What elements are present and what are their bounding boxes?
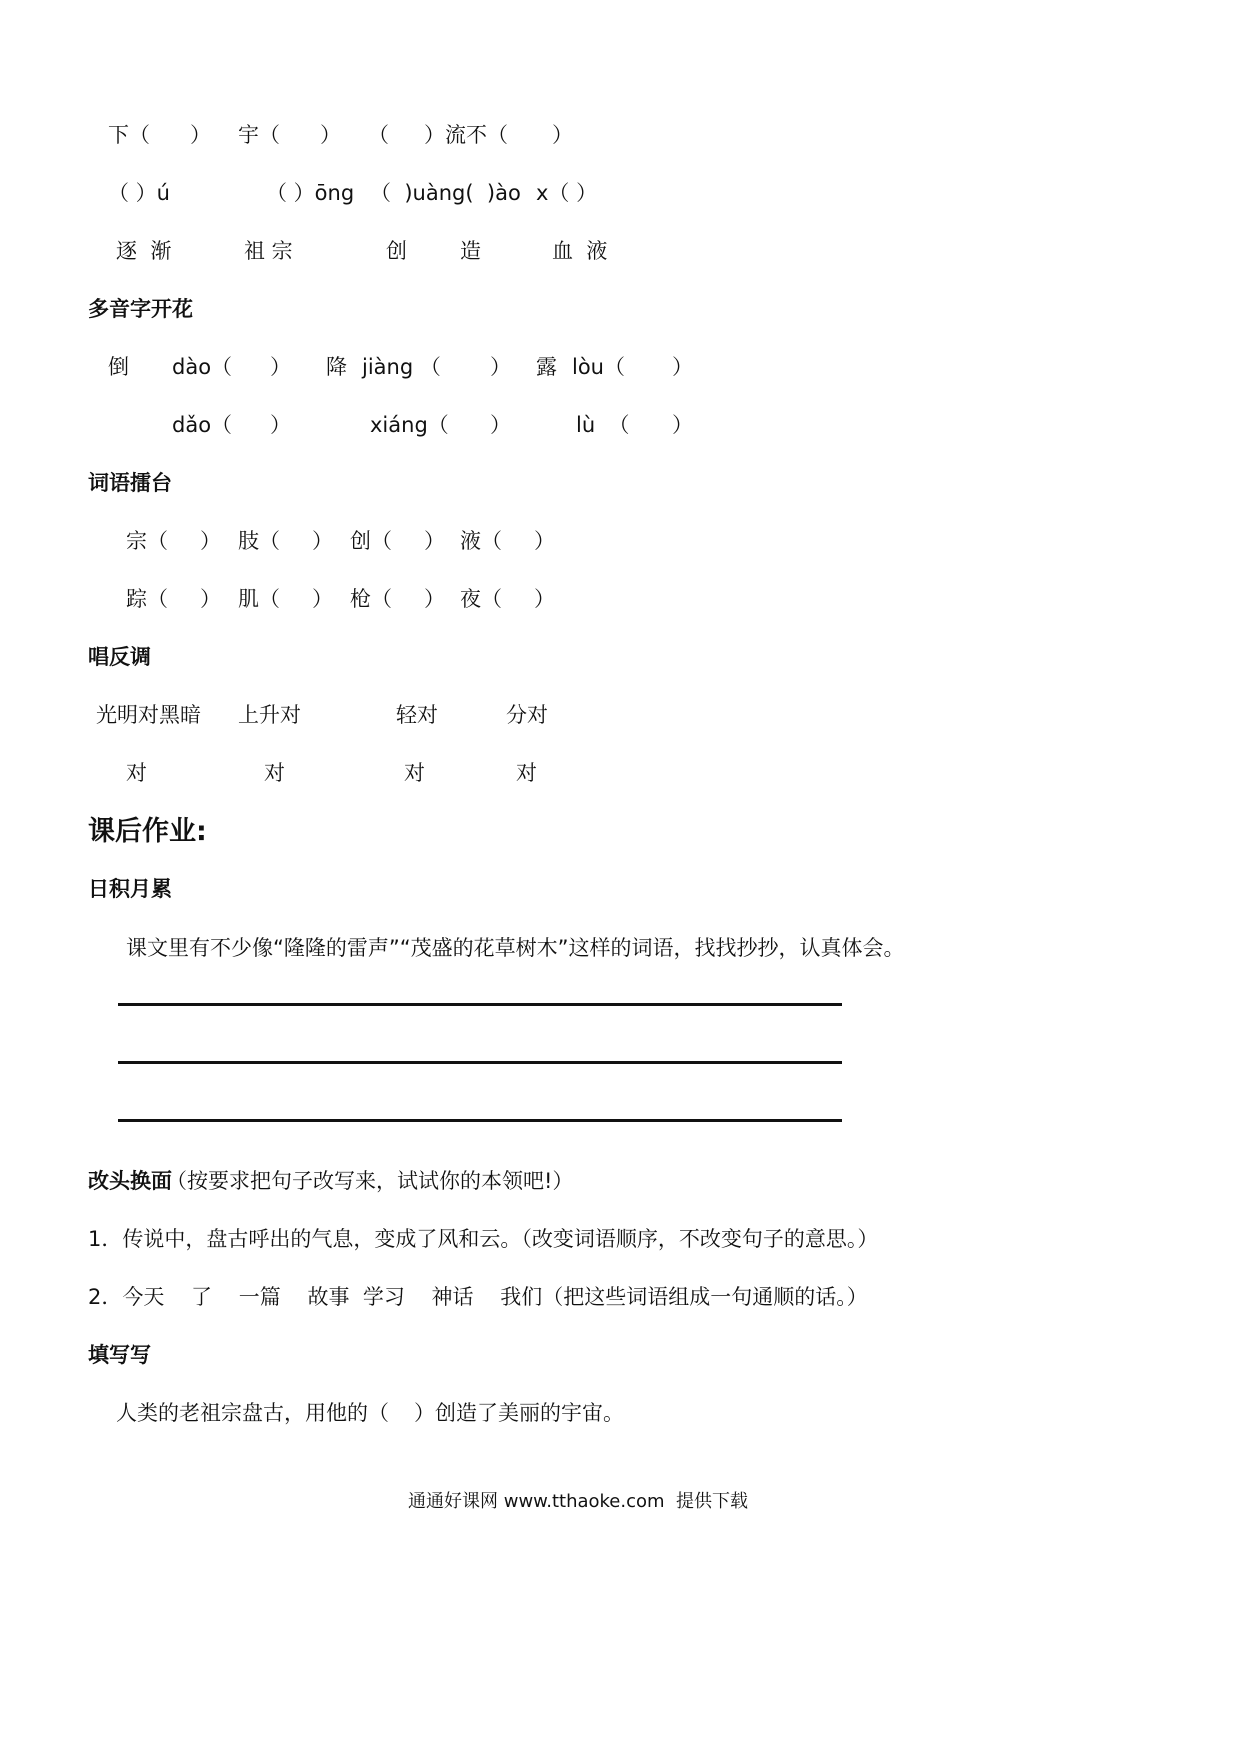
- poly-pinyin: dào（: [172, 355, 233, 379]
- antonym-pair: 分对: [506, 703, 548, 727]
- rewrite-item-1: 1．传说中，盘古呼出的气息，变成了风和云。（改变词语顺序，不改变句子的意思。）: [88, 1227, 879, 1251]
- poly-paren-close: ）: [490, 355, 511, 379]
- arena-paren-close: ）: [312, 587, 333, 611]
- section-heading-accumulate: 日积月累: [88, 877, 172, 901]
- section-heading-antonyms: 唱反调: [88, 645, 151, 669]
- section-heading-rewrite: 改头换面: [88, 1169, 172, 1193]
- antonym-pair: 对: [264, 761, 285, 785]
- section-heading-fill: 填写写: [88, 1343, 151, 1367]
- poly-pinyin: jiàng （: [362, 355, 441, 379]
- word-zao: 造: [460, 239, 481, 263]
- arena-char: 枪（: [350, 587, 392, 611]
- poly-paren-close: ）: [672, 355, 693, 379]
- poly-pinyin: dǎo（: [172, 413, 233, 437]
- accumulate-instruction: 课文里有不少像“隆隆的雷声”“茂盛的花草树木”这样的词语，找找抄抄，认真体会。: [126, 936, 905, 960]
- row1-liubu: ）流不（: [424, 123, 508, 147]
- poly-pinyin: lòu（: [572, 355, 625, 379]
- homework-title: 课后作业:: [88, 816, 207, 847]
- word-xueye: 血 液: [552, 239, 608, 263]
- arena-paren-close: ）: [534, 587, 555, 611]
- arena-char: 肢（: [238, 529, 280, 553]
- word-chuang: 创: [386, 239, 407, 263]
- poly-pinyin: lù （: [576, 413, 630, 437]
- row1-char-yu: 宇（: [238, 123, 280, 147]
- poly-paren-close: ）: [672, 413, 693, 437]
- page-footer: 通通好课网 www.tthaoke.com 提供下载: [408, 1491, 748, 1512]
- answer-line[interactable]: [118, 1003, 842, 1006]
- fill-sentence-end: ）创造了美丽的宇宙。: [414, 1401, 624, 1425]
- poly-char-dao: 倒: [108, 355, 129, 379]
- arena-char: 夜（: [460, 587, 502, 611]
- poly-char-jiang: 降: [326, 355, 347, 379]
- arena-paren-close: ）: [424, 529, 445, 553]
- arena-paren-close: ）: [200, 587, 221, 611]
- row1-paren-close: ）: [190, 123, 211, 147]
- antonym-pair: 对: [516, 761, 537, 785]
- rewrite-item-2: 2．今天 了 一篇 故事 学习 神话 我们（把这些词语组成一句通顺的话。）: [88, 1285, 868, 1309]
- antonym-pair: 轻对: [396, 703, 438, 727]
- pinyin-blank-ong: （ ）ōng: [266, 181, 355, 205]
- answer-line[interactable]: [118, 1061, 842, 1064]
- arena-paren-close: ）: [534, 529, 555, 553]
- row1-char-xia: 下（: [108, 123, 150, 147]
- poly-char-lu: 露: [536, 355, 557, 379]
- poly-paren-close: ）: [490, 413, 511, 437]
- arena-paren-close: ）: [200, 529, 221, 553]
- poly-paren-close: ）: [270, 413, 291, 437]
- word-zuzong: 祖 宗: [244, 239, 293, 263]
- fill-sentence-start: 人类的老祖宗盘古，用他的（: [116, 1401, 389, 1425]
- pinyin-blank-u: （ ）ú: [108, 181, 170, 205]
- arena-char: 宗（: [126, 529, 168, 553]
- arena-char: 创（: [350, 529, 392, 553]
- poly-paren-close: ）: [270, 355, 291, 379]
- antonym-pair: 光明对黑暗: [96, 703, 201, 727]
- section-heading-polyphonic: 多音字开花: [88, 297, 193, 321]
- arena-char: 液（: [460, 529, 502, 553]
- section-heading-word-arena: 词语擂台: [88, 471, 172, 495]
- arena-char: 踪（: [126, 587, 168, 611]
- antonym-pair: 对: [126, 761, 147, 785]
- answer-line[interactable]: [118, 1119, 842, 1122]
- pinyin-blank-x: x（ ）: [536, 181, 598, 205]
- row1-paren-close: ）: [320, 123, 341, 147]
- pinyin-blank-uang-ao: （ )uàng( )ào: [370, 181, 521, 205]
- antonym-pair: 对: [404, 761, 425, 785]
- arena-char: 肌（: [238, 587, 280, 611]
- antonym-pair: 上升对: [238, 703, 301, 727]
- arena-paren-close: ）: [312, 529, 333, 553]
- row1-paren-close: ）: [552, 123, 573, 147]
- poly-pinyin: xiáng（: [370, 413, 449, 437]
- row1-paren-open: （: [368, 123, 389, 147]
- word-zhujian: 逐 渐: [116, 239, 172, 263]
- rewrite-note: （按要求把句子改写来，试试你的本领吧!）: [166, 1169, 574, 1193]
- arena-paren-close: ）: [424, 587, 445, 611]
